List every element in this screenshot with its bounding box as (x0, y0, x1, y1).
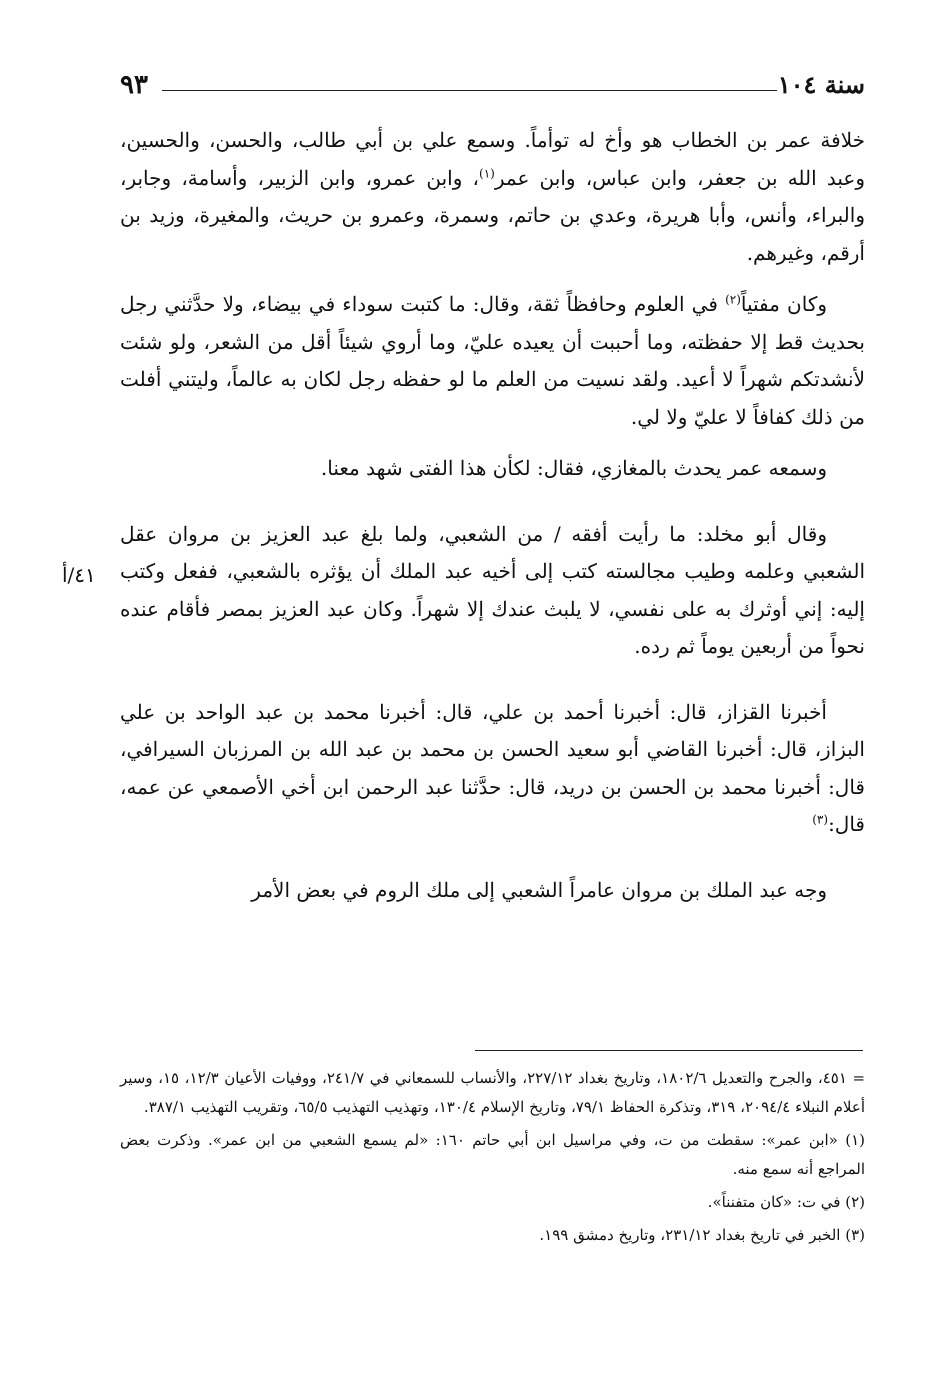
header-year-label: سنة ١٠٤ (777, 70, 865, 99)
footnote: (١) «ابن عمر»: سقطت من ت، وفي مراسيل ابن أبي حاتم ١٦٠: «لم يسمع الشعبي من ابن عمر». وذكرت بعض المراجع أنه سمع منه. (120, 1131, 865, 1178)
header-rule (162, 90, 777, 91)
footnote-ref: (٣) (812, 812, 829, 827)
footnote: = ٤٥١، والجرح والتعديل ١٨٠٢/٦، وتاريخ بغداد ٢٢٧/١٢، والأنساب للسمعاني في ٢٤١/٧، ووفيات الأعيان ١٢/٣، ١٥، وسير أعلام النبلاء ٢٠٩٤/٤، ٣١٩، وتذكرة الحفاظ ٧٩/١، وتاريخ الإسلام ١٣٠/٤، وتهذيب التهذيب ٦٥/٥، وتقريب التهذيب ٣٨٧/١. (120, 1069, 866, 1116)
footnote-separator (475, 1050, 863, 1051)
footnote-ref: (٢) (725, 292, 741, 307)
footnote: (٣) الخبر في تاريخ بغداد ٢٣١/١٢، وتاريخ دمشق ١٩٩. (539, 1226, 865, 1244)
paragraph-text: خلافة عمر بن الخطاب هو وأخ له توأماً. وسمع علي بن أبي طالب، والحسن، والحسين، وعبد الله بن جعفر، وابن عباس، وابن عمر (120, 128, 865, 190)
paragraph: وقال أبو مخلد: ما رأيت أفقه / من الشعبي، ولما بلغ عبد العزيز بن مروان عقل الشعبي وعلمه وطيب مجالسته كتب إلى أخيه عبد الملك أن يؤثره بالشعبي، ففعل وكتب إليه: إني أوثرك به على نفسي، لا يلبث عندك إلا شهراً. وكان عبد العزيز بمصر فأقام عنده نحواً من أربعين يوماً ثم رده. (120, 521, 865, 658)
paragraph: وجه عبد الملك بن مروان عامراً الشعبي إلى ملك الروم في بعض الأمر (251, 877, 827, 902)
paragraph (120, 694, 865, 844)
manuscript-folio-note: ٤١/أ (62, 563, 96, 587)
footnote-ref: (١) (479, 165, 495, 180)
main-text (120, 122, 865, 909)
paragraph-text: وكان مفتياً (740, 292, 828, 316)
footnotes (120, 1064, 865, 1250)
footnote: (٢) في ت: «كان متفنناً». (707, 1193, 865, 1211)
running-header (120, 70, 865, 110)
paragraph-text: أخبرنا القزاز، قال: أخبرنا أحمد بن علي، قال: أخبرنا محمد بن عبد الواحد بن علي البزاز، قال: أخبرنا القاضي أبو سعيد الحسن بن محمد بن عبد الله بن المرزبان السيرافي، قال: أخبرنا محمد بن الحسن بن دريد، قال: حدَّثنا عبد الرحمن ابن أخي الأصمعي عن عمه، قال: (120, 699, 865, 836)
paragraph-text: في العلوم وحافظاً ثقة، وقال: ما كتبت سوداء في بيضاء، ولا حدَّثني رجل بحديث قط إلا حفظته، وما أحببت أن يعيده عليّ، وما أروي شيئاً أقل من الشعر، ولو شئت لأنشدتكم شهراً لا أعيد. ولقد نسيت من العلم ما لو حفظه رجل لكان به عالماً، وليتني أفلت من ذلك كفافاً لا عليّ ولا لي. (120, 292, 865, 429)
paragraph-text: ، وابن عمرو، وابن الزبير، وأسامة، وجابر، والبراء، وأنس، وأبا هريرة، وعدي بن حاتم، وسمرة، وعمرو بن حريث، والمغيرة، وزيد بن أرقم، وغيرهم. (120, 165, 865, 265)
paragraph (120, 122, 865, 272)
paragraph (120, 286, 865, 436)
page-number: ٩٣ (120, 70, 148, 100)
paragraph: وسمعه عمر يحدث بالمغازي، فقال: لكأن هذا الفتى شهد معنا. (320, 456, 827, 480)
